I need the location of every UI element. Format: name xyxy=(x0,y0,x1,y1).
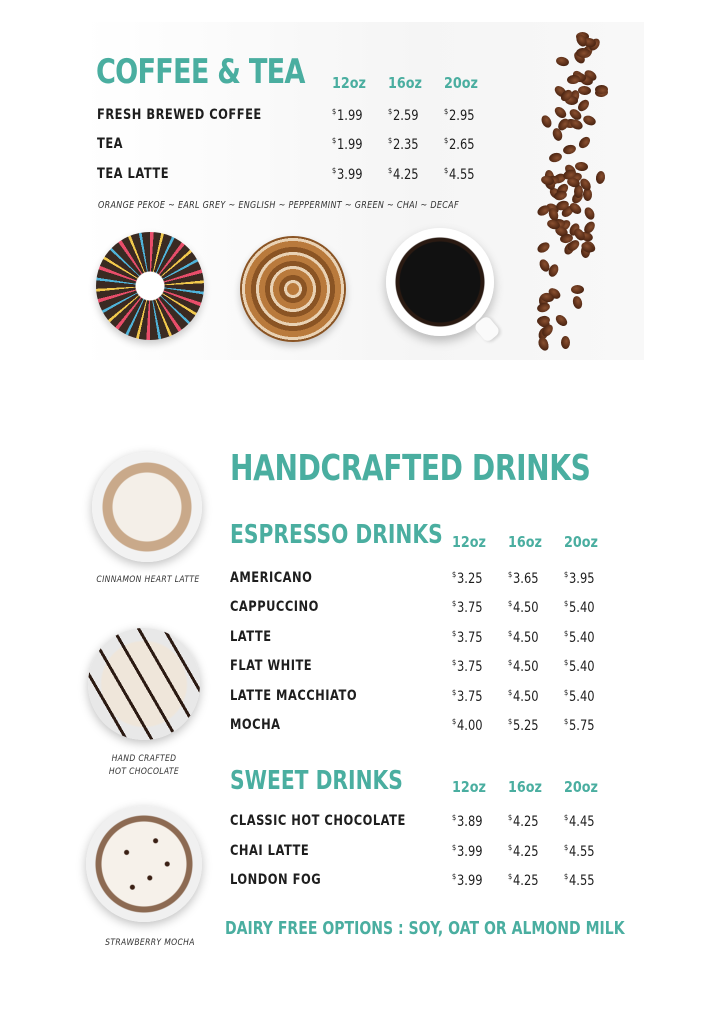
coffee-bean xyxy=(539,114,553,130)
price-12oz: $4.00 xyxy=(452,717,483,734)
coffee-bean xyxy=(571,285,584,294)
coffee-bean xyxy=(560,336,569,349)
donut-image xyxy=(96,232,204,340)
photo-caption: STRAWBERRY MOCHA xyxy=(105,938,195,948)
price-20oz: $2.95 xyxy=(444,107,475,124)
cinnamon-roll-image xyxy=(240,236,346,342)
size-header-20oz: 20oz xyxy=(444,74,478,92)
size-header-16oz: 16oz xyxy=(508,778,542,796)
menu-item-name: FLAT WHITE xyxy=(230,658,313,675)
sweet-drinks-heading: SWEET DRINKS xyxy=(230,766,403,796)
price-16oz: $5.25 xyxy=(508,717,539,734)
coffee-bean xyxy=(578,86,591,96)
handcrafted-drinks-title: HANDCRAFTED DRINKS xyxy=(230,448,591,489)
price-16oz: $4.25 xyxy=(508,872,539,889)
menu-item-name: LONDON FOG xyxy=(230,872,322,888)
hot-chocolate-image xyxy=(88,628,200,740)
coffee-bean xyxy=(582,114,597,127)
cinnamon-heart-latte-image xyxy=(92,452,202,562)
price-16oz: $4.50 xyxy=(508,687,539,705)
menu-item-name: TEA LATTE xyxy=(97,166,170,182)
price-20oz: $5.40 xyxy=(564,628,595,646)
size-header-12oz: 12oz xyxy=(452,778,486,796)
coffee-bean xyxy=(555,55,570,67)
price-12oz: $3.75 xyxy=(452,628,483,646)
menu-item-name: FRESH BREWED COFFEE xyxy=(97,107,262,123)
coffee-tea-title: COFFEE & TEA xyxy=(96,52,305,92)
price-20oz: $5.40 xyxy=(564,687,595,705)
price-20oz: $4.55 xyxy=(564,842,595,860)
price-20oz: $5.75 xyxy=(564,717,595,734)
coffee-bean xyxy=(595,170,606,184)
coffee-bean xyxy=(567,74,581,85)
price-16oz: $4.25 xyxy=(508,842,539,860)
photo-caption: CINNAMON HEART LATTE xyxy=(96,575,200,585)
menu-item-name: CAPPUCCINO xyxy=(230,599,319,616)
coffee-bean xyxy=(536,241,552,255)
price-20oz: $2.65 xyxy=(444,136,475,153)
menu-item-name: CHAI LATTE xyxy=(230,842,310,859)
size-header-12oz: 12oz xyxy=(332,74,366,92)
coffee-tea-panel xyxy=(82,22,644,360)
price-12oz: $3.99 xyxy=(452,872,483,889)
price-12oz: $1.99 xyxy=(332,136,363,153)
coffee-bean xyxy=(577,134,592,150)
coffee-cup-image xyxy=(386,228,494,336)
dairy-free-note: DAIRY FREE OPTIONS : SOY, OAT OR ALMOND MILK xyxy=(225,918,625,939)
coffee-bean xyxy=(583,206,597,222)
price-12oz: $3.75 xyxy=(452,658,483,676)
coffee-bean xyxy=(571,295,583,310)
size-header-20oz: 20oz xyxy=(564,778,598,796)
price-12oz: $3.89 xyxy=(452,813,483,830)
coffee-bean xyxy=(536,336,550,352)
menu-item-name: AMERICANO xyxy=(230,570,313,586)
price-12oz: $1.99 xyxy=(332,107,363,124)
price-16oz: $3.65 xyxy=(508,570,539,587)
price-12oz: $3.99 xyxy=(332,166,363,183)
coffee-bean xyxy=(563,143,578,155)
size-header-20oz: 20oz xyxy=(564,533,598,551)
tea-flavors-list: ORANGE PEKOE ~ EARL GREY ~ ENGLISH ~ PEPPERMINT ~ GREEN ~ CHAI ~ DECAF xyxy=(98,200,459,211)
menu-item-name: TEA xyxy=(97,136,124,152)
size-header-16oz: 16oz xyxy=(508,533,542,551)
price-20oz: $4.45 xyxy=(564,813,595,830)
price-20oz: $5.40 xyxy=(564,658,595,676)
size-header-12oz: 12oz xyxy=(452,533,486,551)
coffee-bean xyxy=(536,302,551,314)
price-20oz: $3.95 xyxy=(564,570,595,587)
price-12oz: $3.75 xyxy=(452,599,483,617)
price-12oz: $3.99 xyxy=(452,842,483,860)
menu-item-name: MOCHA xyxy=(230,717,281,733)
price-12oz: $3.25 xyxy=(452,570,483,587)
price-20oz: $4.55 xyxy=(444,166,475,183)
coffee-bean xyxy=(574,161,588,171)
price-16oz: $4.50 xyxy=(508,599,539,617)
coffee-bean xyxy=(553,313,569,328)
espresso-drinks-heading: ESPRESSO DRINKS xyxy=(230,520,443,550)
size-header-16oz: 16oz xyxy=(388,74,422,92)
strawberry-mocha-image xyxy=(86,806,202,922)
coffee-bean xyxy=(548,151,563,163)
price-16oz: $4.50 xyxy=(508,658,539,676)
photo-caption-line1: HAND CRAFTED xyxy=(111,754,177,764)
price-16oz: $4.25 xyxy=(388,166,419,183)
price-12oz: $3.75 xyxy=(452,687,483,705)
price-16oz: $4.25 xyxy=(508,813,539,830)
photo-caption-line2: HOT CHOCOLATE xyxy=(108,767,180,777)
menu-item-name: CLASSIC HOT CHOCOLATE xyxy=(230,813,406,829)
price-16oz: $2.59 xyxy=(388,107,419,124)
menu-item-name: LATTE MACCHIATO xyxy=(230,687,358,704)
price-16oz: $4.50 xyxy=(508,628,539,646)
price-20oz: $4.55 xyxy=(564,872,595,889)
menu-item-name: LATTE xyxy=(230,628,272,645)
price-16oz: $2.35 xyxy=(388,136,419,153)
price-20oz: $5.40 xyxy=(564,599,595,617)
